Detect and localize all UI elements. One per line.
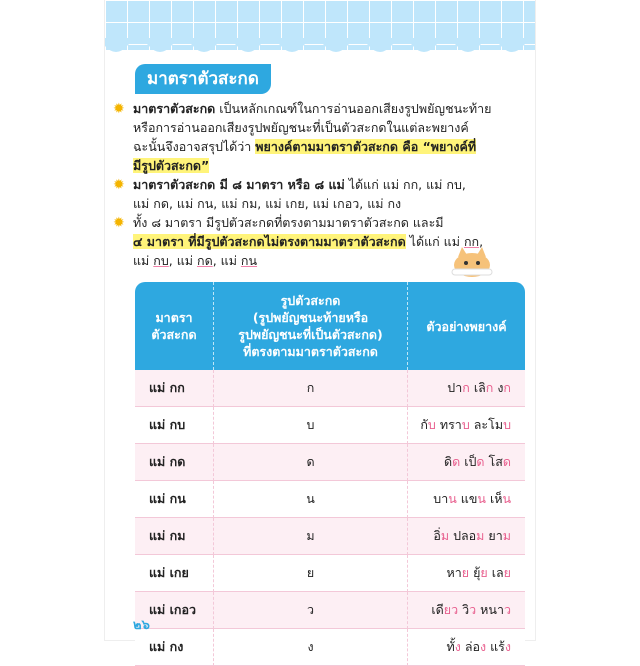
table-row [135,592,525,629]
row-final-consonant: ย [213,555,407,592]
row-examples: อิ่ม ปลอม ยาม [407,518,525,555]
page [105,0,535,654]
row-final-consonant: น [213,481,407,518]
row-mattra: แม่ เกอว [135,592,213,629]
paragraph-3: ทั้ง ๘ มาตรา มีรูปตัวสะกดที่ตรงตามมาตราตัวสะกด และมี ๔ มาตรา ที่มีรูปตัวสะกดไม่ตรงตามมาตราตัวสะกด ได้แก่ แม่ กก, แม่ กบ, แม่ กด, แม่ กน [133,215,484,268]
row-mattra: แม่ กบ [135,407,213,444]
table-row [135,407,525,444]
row-mattra: แม่ กม [135,518,213,555]
table-body [135,370,525,666]
star-bullet-icon: ✹ [113,215,125,231]
table-row [135,555,525,592]
table-row [135,518,525,555]
table-row [135,444,525,481]
table-row [135,481,525,518]
header-col-2: รูปตัวสะกด (รูปพยัญชนะท้ายหรือ รูปพยัญชนะที่เป็นตัวสะกด) ที่ตรงตามมาตราตัวสะกด [213,282,407,370]
table-row [135,370,525,407]
row-final-consonant: ม [213,518,407,555]
header-col-3: ตัวอย่างพยางค์ [407,282,525,370]
star-bullet-icon: ✹ [113,101,125,117]
wave-decoration [105,38,535,62]
row-final-consonant: ง [213,629,407,666]
row-mattra: แม่ กง [135,629,213,666]
paragraph-2: มาตราตัวสะกด มี ๘ มาตรา หรือ ๘ แม่ ได้แก่ แม่ กก, แม่ กบ, แม่ กด, แม่ กน, แม่ กม, แม่ เกย, แม่ เกอว, แม่ กง [133,177,466,211]
row-examples: หาย ยุ้ย เลย [407,555,525,592]
row-mattra: แม่ กน [135,481,213,518]
table-row [135,629,525,666]
row-final-consonant: ด [213,444,407,481]
header-col-1: มาตรา ตัวสะกด [135,282,213,370]
row-final-consonant: ว [213,592,407,629]
star-bullet-icon: ✹ [113,177,125,193]
row-examples: ดิด เป็ด โสด [407,444,525,481]
row-examples: ทั้ง ล่อง แร้ง [407,629,525,666]
row-mattra: แม่ เกย [135,555,213,592]
page-number: ๒๖ [133,618,150,633]
section-title: มาตราตัวสะกด [135,64,271,94]
row-examples: บาน แขน เห็น [407,481,525,518]
paragraph-1: มาตราตัวสะกด เป็นหลักเกณฑ์ในการอ่านออกเสียงรูปพยัญชนะท้าย หรือการอ่านออกเสียงรูปพยัญชนะที่เป็นตัวสะกดในแต่ละพยางค์ ฉะนั้นจึงอาจสรุปได้ว่า พยางค์ตามมาตราตัวสะกด คือ “พยางค์ที่ มีรูปตัวสะกด” [133,101,492,173]
cat-mascot-icon [450,243,494,277]
row-mattra: แม่ กด [135,444,213,481]
row-mattra: แม่ กก [135,370,213,407]
spelling-table [135,282,525,666]
row-examples: กับ ทราบ ละโมบ [407,407,525,444]
row-examples: เดียว วิว หนาว [407,592,525,629]
row-final-consonant: บ [213,407,407,444]
row-examples: ปาก เลิก งก [407,370,525,407]
row-final-consonant: ก [213,370,407,407]
